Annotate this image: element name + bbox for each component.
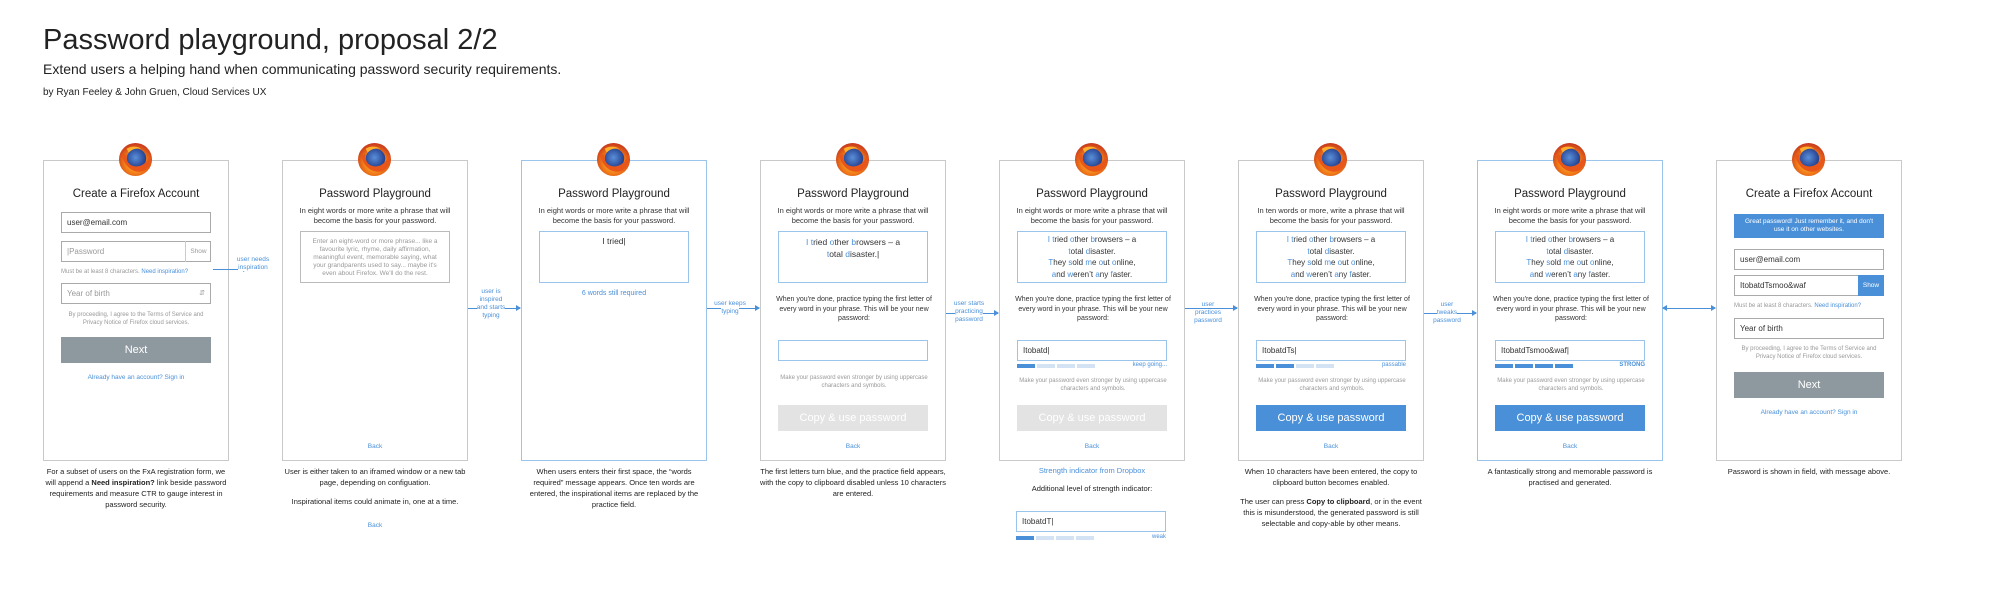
first-letter: t <box>1307 246 1310 256</box>
strength-meter-segment <box>1495 364 1513 368</box>
first-letter: s <box>1546 258 1551 267</box>
firefox-logo-icon <box>357 142 392 177</box>
page-subtitle: Extend users a helping hand when communicating password security requirements. <box>43 61 562 77</box>
stage-title: Password Playground <box>558 188 670 200</box>
word-rest: ther <box>1552 235 1569 244</box>
strength-meter-segment <box>1296 364 1314 368</box>
firefox-logo-icon <box>1791 142 1826 177</box>
stage-2-caption: User is either taken to an iframed window or a new tab page, depending on configuation. <box>284 467 466 487</box>
strength-meter-segment <box>1076 536 1094 540</box>
strength-label: passable <box>1381 362 1406 368</box>
strength-meter-segment <box>1017 364 1035 368</box>
word-rest: nline, <box>1355 258 1375 267</box>
firefox-logo-icon <box>1074 142 1109 177</box>
stage-7-caption: A fantastically strong and memorable password is practised and generated. <box>1487 467 1653 487</box>
word-rest: rowsers – a <box>1333 235 1376 244</box>
strength-meter-segment <box>1056 536 1074 540</box>
firefox-logo-icon <box>1552 142 1587 177</box>
first-letter: t <box>826 249 830 259</box>
stage-4-caption: The first letters turn blue, and the practice field appears, with the copy to clipboard disabled unless 10 characters are entered. <box>760 467 946 498</box>
terms-text: By proceeding, I agree to the Terms of Service and Privacy Notice of Firefox cloud services. <box>1741 346 1877 360</box>
copy-use-password-button[interactable]: Copy & use password <box>1256 405 1406 431</box>
first-letter: a <box>1095 269 1100 279</box>
word-rest: ried <box>813 237 830 247</box>
signin-link[interactable]: Already have an account? Sign in <box>87 374 185 381</box>
first-letter: a <box>1573 269 1578 279</box>
word-rest: isaster. <box>1329 246 1355 256</box>
phrase-input[interactable] <box>1017 231 1167 283</box>
phrase-line <box>1260 257 1402 269</box>
word-rest: aster. <box>1351 269 1372 279</box>
stage-1-registration-form <box>43 160 229 461</box>
stage-6-caption: When 10 characters have been entered, the copy to clipboard button becomes enabled. <box>1244 467 1418 487</box>
firefox-logo-icon <box>118 142 153 177</box>
stage-description: In ten words or more, write a phrase that will become the basis for your password. <box>1257 206 1405 225</box>
word-rest: rowsers – a <box>1094 235 1137 244</box>
caption-text: link beside password requirements and measure CTR to gauge interest in password security. <box>49 478 227 509</box>
word-rest: rowsers – a <box>856 237 901 247</box>
word-rest: otal <box>1309 246 1325 256</box>
first-letter: f <box>1110 269 1113 279</box>
stage-6-caption-2 <box>1238 496 1424 529</box>
show-password-button[interactable]: Show <box>1858 275 1884 296</box>
word-rest: old <box>1311 258 1325 267</box>
need-inspiration-link[interactable]: Need inspiration? <box>1814 303 1862 309</box>
password-rule <box>61 268 188 276</box>
back-link-2[interactable]: Back <box>367 522 383 529</box>
first-letter: w <box>1067 269 1074 279</box>
dropbox-strength-link[interactable]: Strength indicator from Dropbox <box>1038 466 1146 475</box>
phrase-line <box>1021 246 1163 258</box>
back-link[interactable]: Back <box>367 443 383 450</box>
extra-strength-meter <box>1016 536 1166 541</box>
first-letter: t <box>1052 235 1055 244</box>
firefox-logo-icon <box>596 142 631 177</box>
word-rest: aster. <box>1590 269 1611 279</box>
connector-text: user tweaks password <box>1433 301 1461 324</box>
first-letter: T <box>1048 258 1054 267</box>
first-letter: t <box>1530 235 1533 244</box>
strength-meter-segment <box>1276 364 1294 368</box>
word-rest: old <box>1550 258 1564 267</box>
practice-field[interactable]: ItobatdTsmoo&waf| <box>1495 340 1645 361</box>
email-field[interactable]: user@email.com <box>61 212 211 233</box>
strength-meter-segment <box>1016 536 1034 540</box>
password-field[interactable] <box>1734 275 1884 296</box>
phrase-line: total disaster.| <box>826 249 880 259</box>
byline: by Ryan Feeley & John Gruen, Cloud Services UX <box>43 87 267 98</box>
first-letter: a <box>1334 269 1339 279</box>
stage-title: Password Playground <box>797 188 909 200</box>
connector-text: user needs inspiration <box>236 256 270 271</box>
stage-title: Password Playground <box>1514 188 1626 200</box>
phrase-input[interactable]: Enter an eight-word or more phrase... like a favourite lyric, rhyme, daily affirmation, meaningful event, memorable saying, what your grandparents used to say... maybe it's even about Firefox. We'll do the rest. <box>300 231 450 283</box>
stage-8-registration-filled <box>1716 160 1902 461</box>
word-rest: nd <box>1295 269 1307 279</box>
firefox-logo-icon <box>835 142 870 177</box>
word-rest: ny <box>1577 269 1589 279</box>
connector-label <box>1191 301 1225 325</box>
first-letter: t <box>810 237 814 247</box>
first-letter: d <box>1085 246 1091 256</box>
practice-instructions: When you're done, practice typing the first letter of every word in your phrase. This will be your new password: <box>1015 296 1171 322</box>
stage-title: Password Playground <box>1275 188 1387 200</box>
strength-hint: Make your password even stronger by using uppercase characters and symbols. <box>1497 378 1645 392</box>
first-letter: f <box>1349 269 1352 279</box>
first-letter: o <box>1576 258 1582 267</box>
stage-title: Create a Firefox Account <box>1745 188 1873 200</box>
first-letter: o <box>1098 258 1104 267</box>
phrase-line <box>1499 246 1641 258</box>
back-link[interactable]: Back <box>845 443 861 450</box>
strength-meter-segment <box>1037 364 1055 368</box>
first-letter: o <box>1112 258 1117 267</box>
strength-meter <box>1495 364 1645 369</box>
first-letter: o <box>1069 235 1075 244</box>
phrase-line <box>782 236 924 248</box>
first-letter: d <box>845 249 851 259</box>
strength-meter-segment <box>1057 364 1075 368</box>
first-letter: T <box>1526 258 1532 267</box>
word-rest: e <box>1569 258 1577 267</box>
connector-label <box>474 288 508 320</box>
words-required-status: 6 words still required <box>581 290 647 297</box>
connector-text: user keeps typing <box>714 300 746 315</box>
firefox-logo-icon <box>1313 142 1348 177</box>
word-rest: ut <box>1103 258 1113 267</box>
signin-link[interactable]: Already have an account? Sign in <box>1760 409 1858 416</box>
phrase-input[interactable] <box>1256 231 1406 283</box>
stage-4-practice-empty <box>760 160 946 461</box>
copy-use-password-button[interactable]: Copy & use password <box>1495 405 1645 431</box>
phrase-line <box>1260 246 1402 258</box>
strength-meter-segment <box>1316 364 1334 368</box>
practice-field[interactable]: Itobatd| <box>1017 340 1167 361</box>
first-letter: a <box>1529 269 1535 279</box>
word-rest: isaster. <box>1568 246 1594 256</box>
word-rest: ried <box>1293 235 1309 244</box>
phrase-line <box>1260 269 1402 281</box>
password-placeholder: Password <box>69 247 105 256</box>
word-rest: old <box>1072 258 1086 267</box>
practice-instructions: When you're done, practice typing the first letter of every word in your phrase. This will be your new password: <box>1493 296 1649 322</box>
word-rest: ther <box>1313 235 1330 244</box>
stage-5-caption: Additional level of strength indicator: <box>1031 484 1153 493</box>
connector-arrow-bidirectional <box>1663 308 1715 309</box>
first-letter: m <box>1085 258 1092 267</box>
first-letter: o <box>1337 258 1343 267</box>
copy-use-password-button[interactable]: Copy & use password <box>1017 405 1167 431</box>
strength-meter-segment <box>1555 364 1573 368</box>
first-letter: m <box>1324 258 1331 267</box>
phrase-input[interactable] <box>1495 231 1645 283</box>
strength-meter-segment <box>1256 364 1274 368</box>
next-button[interactable]: Next <box>1734 372 1884 398</box>
phrase-line <box>1260 234 1402 246</box>
stage-description: In eight words or more write a phrase that will become the basis for your password. <box>299 206 451 225</box>
strength-meter-segment <box>1515 364 1533 368</box>
back-link[interactable]: Back <box>1562 443 1578 450</box>
word-rest: eren’t <box>1551 269 1574 279</box>
strength-hint: Make your password even stronger by using uppercase characters and symbols. <box>1019 378 1167 392</box>
chevron-updown-icon: ⇵ <box>199 290 205 297</box>
phrase-line <box>1021 269 1163 281</box>
word-rest: e <box>1091 258 1099 267</box>
word-rest: ut <box>1342 258 1352 267</box>
rule-text: Must be at least 8 characters. <box>1734 303 1813 309</box>
first-letter: t <box>1068 246 1071 256</box>
word-rest: nd <box>1056 269 1068 279</box>
connector-text: user practices password <box>1194 301 1222 324</box>
phrase-line <box>1499 269 1641 281</box>
password-field[interactable]: |Password Show <box>61 241 211 262</box>
first-letter: b <box>1090 235 1095 244</box>
stage-2-playground-empty <box>282 160 468 461</box>
first-letter: I <box>1286 235 1289 244</box>
phrase-line <box>1021 234 1163 246</box>
word-rest: aster. <box>1112 269 1133 279</box>
caption-text: , or in the event this is misunderstood, the generated password is still selectable and copy-able by other means. <box>1243 497 1422 528</box>
back-link[interactable]: Back <box>1084 443 1100 450</box>
stage-description: In eight words or more write a phrase that will become the basis for your password. <box>1016 206 1168 225</box>
practice-instructions: When you're done, practice typing the first letter of every word in your phrase. This will be your new password: <box>776 296 932 322</box>
rule-text: Must be at least 8 characters. <box>61 269 140 275</box>
word-rest: ried <box>1532 235 1548 244</box>
strength-hint: Make your password even stronger by using uppercase characters and symbols. <box>1258 378 1406 392</box>
strength-meter <box>1256 364 1406 369</box>
copy-use-password-button[interactable]: Copy & use password <box>778 405 928 431</box>
strength-meter <box>1017 364 1167 369</box>
caption-bold: Copy to clipboard <box>1306 497 1371 506</box>
back-link[interactable]: Back <box>1323 443 1339 450</box>
first-letter: t <box>1546 246 1549 256</box>
phrase-line <box>1499 234 1641 246</box>
stage-3-caption: When users enters their first space, the “words required” message appears. Once ten words are entered, the inspirational items are replaced by the practice field. <box>529 467 699 509</box>
strength-label: keep going... <box>1132 362 1167 368</box>
first-letter: o <box>1351 258 1356 267</box>
connector-label <box>713 300 747 316</box>
extra-practice-field[interactable]: ItobatdT| <box>1016 511 1166 532</box>
stage-description: In eight words or more write a phrase that will become the basis for your password. <box>538 206 690 225</box>
birth-placeholder: Year of birth <box>67 289 110 298</box>
terms-text: By proceeding, I agree to the Terms of Service and Privacy Notice of Firefox cloud services. <box>68 312 204 326</box>
first-letter: f <box>1588 269 1591 279</box>
connector-label <box>236 256 270 272</box>
first-letter: o <box>1547 235 1553 244</box>
need-inspiration-link[interactable]: Need inspiration? <box>141 269 189 275</box>
first-letter: I <box>1525 235 1528 244</box>
first-letter: b <box>1329 235 1334 244</box>
connector-label <box>1430 301 1464 325</box>
word-rest: eren’t <box>1312 269 1335 279</box>
stage-3-playground-typing <box>521 160 707 461</box>
caption-text: The user can press <box>1240 497 1307 506</box>
stage-7-practice-strong <box>1477 160 1663 461</box>
word-rest: otal <box>829 249 846 259</box>
stage-title: Password Playground <box>1036 188 1148 200</box>
first-letter: w <box>1306 269 1313 279</box>
practice-instructions: When you're done, practice typing the first letter of every word in your phrase. This will be your new password: <box>1254 296 1410 322</box>
first-letter: w <box>1545 269 1552 279</box>
email-field[interactable]: user@email.com <box>1734 249 1884 270</box>
first-letter: m <box>1563 258 1570 267</box>
word-rest: ny <box>1099 269 1111 279</box>
strength-meter-segment <box>1077 364 1095 368</box>
word-rest: ther <box>1074 235 1091 244</box>
strength-meter-segment <box>1535 364 1553 368</box>
stage-2-caption-2: Inspirational items could animate in, one at a time. <box>291 497 459 506</box>
next-button[interactable]: Next <box>61 337 211 363</box>
first-letter: t <box>1291 235 1294 244</box>
first-letter: b <box>851 237 857 247</box>
password-notice: Great password! Just remember it, and don't use it on other websites. <box>1734 214 1884 238</box>
word-rest: otal <box>1070 246 1086 256</box>
stage-title: Password Playground <box>319 188 431 200</box>
caption-text: For a subset of users on the FxA registration form, we will append a <box>45 467 226 487</box>
page-title: Password playground, proposal 2/2 <box>43 24 498 56</box>
first-letter: I <box>805 237 809 247</box>
birth-year-select[interactable] <box>61 283 211 304</box>
practice-field[interactable] <box>778 340 928 361</box>
word-rest: isaster. <box>1090 246 1116 256</box>
word-rest: eren’t <box>1073 269 1096 279</box>
password-rule <box>1734 302 1861 310</box>
stage-description: In eight words or more write a phrase that will become the basis for your password. <box>1494 206 1646 225</box>
stage-description: In eight words or more write a phrase that will become the basis for your password. <box>777 206 929 225</box>
word-rest: nline, <box>1116 258 1136 267</box>
connector-text: user is inspired and starts typing <box>476 288 506 319</box>
word-rest: otal <box>1548 246 1564 256</box>
connector-text: user starts practicing password <box>953 300 985 323</box>
stage-6-practice-passable <box>1238 160 1424 461</box>
first-letter: I <box>1047 235 1050 244</box>
phrase-input[interactable]: I tried| <box>539 231 689 283</box>
first-letter: s <box>1068 258 1073 267</box>
strength-hint: Make your password even stronger by using uppercase characters and symbols. <box>780 375 928 389</box>
stage-5-practice-started <box>999 160 1185 461</box>
first-letter: d <box>1563 246 1569 256</box>
first-letter: o <box>1308 235 1314 244</box>
strength-meter-segment <box>1036 536 1054 540</box>
first-letter: s <box>1307 258 1312 267</box>
strength-label: STRONG <box>1619 362 1645 368</box>
first-letter: d <box>1324 246 1330 256</box>
word-rest: nd <box>1534 269 1546 279</box>
word-rest: ried <box>1054 235 1070 244</box>
first-letter: a <box>1051 269 1057 279</box>
connector-label <box>952 300 986 324</box>
show-password-button[interactable]: Show <box>185 241 211 262</box>
practice-field[interactable]: ItobatdTs| <box>1256 340 1406 361</box>
caption-bold: Need inspiration? <box>91 478 155 487</box>
password-value: ItobatdTsmoo&waf <box>1740 281 1806 290</box>
phrase-line <box>1499 257 1641 269</box>
word-rest: ny <box>1338 269 1350 279</box>
first-letter: a <box>1290 269 1296 279</box>
word-rest: e <box>1330 258 1338 267</box>
word-rest: hey <box>1053 258 1069 267</box>
first-letter: b <box>1568 235 1573 244</box>
first-letter: o <box>829 237 835 247</box>
word-rest: ut <box>1581 258 1591 267</box>
first-letter: T <box>1287 258 1293 267</box>
phrase-input[interactable] <box>778 231 928 283</box>
stage-8-caption: Password is shown in field, with message above. <box>1727 467 1891 476</box>
word-rest: isaster. <box>850 249 877 259</box>
birth-year-field[interactable]: Year of birth <box>1734 318 1884 339</box>
word-rest: nline, <box>1594 258 1614 267</box>
first-letter: o <box>1590 258 1595 267</box>
word-rest: hey <box>1292 258 1308 267</box>
word-rest: ther <box>834 237 852 247</box>
stage-1-caption <box>43 466 229 510</box>
phrase-line <box>1021 257 1163 269</box>
stage-title: Create a Firefox Account <box>72 188 200 200</box>
word-rest: rowsers – a <box>1572 235 1615 244</box>
word-rest: hey <box>1531 258 1547 267</box>
strength-label: weak <box>1151 534 1166 540</box>
